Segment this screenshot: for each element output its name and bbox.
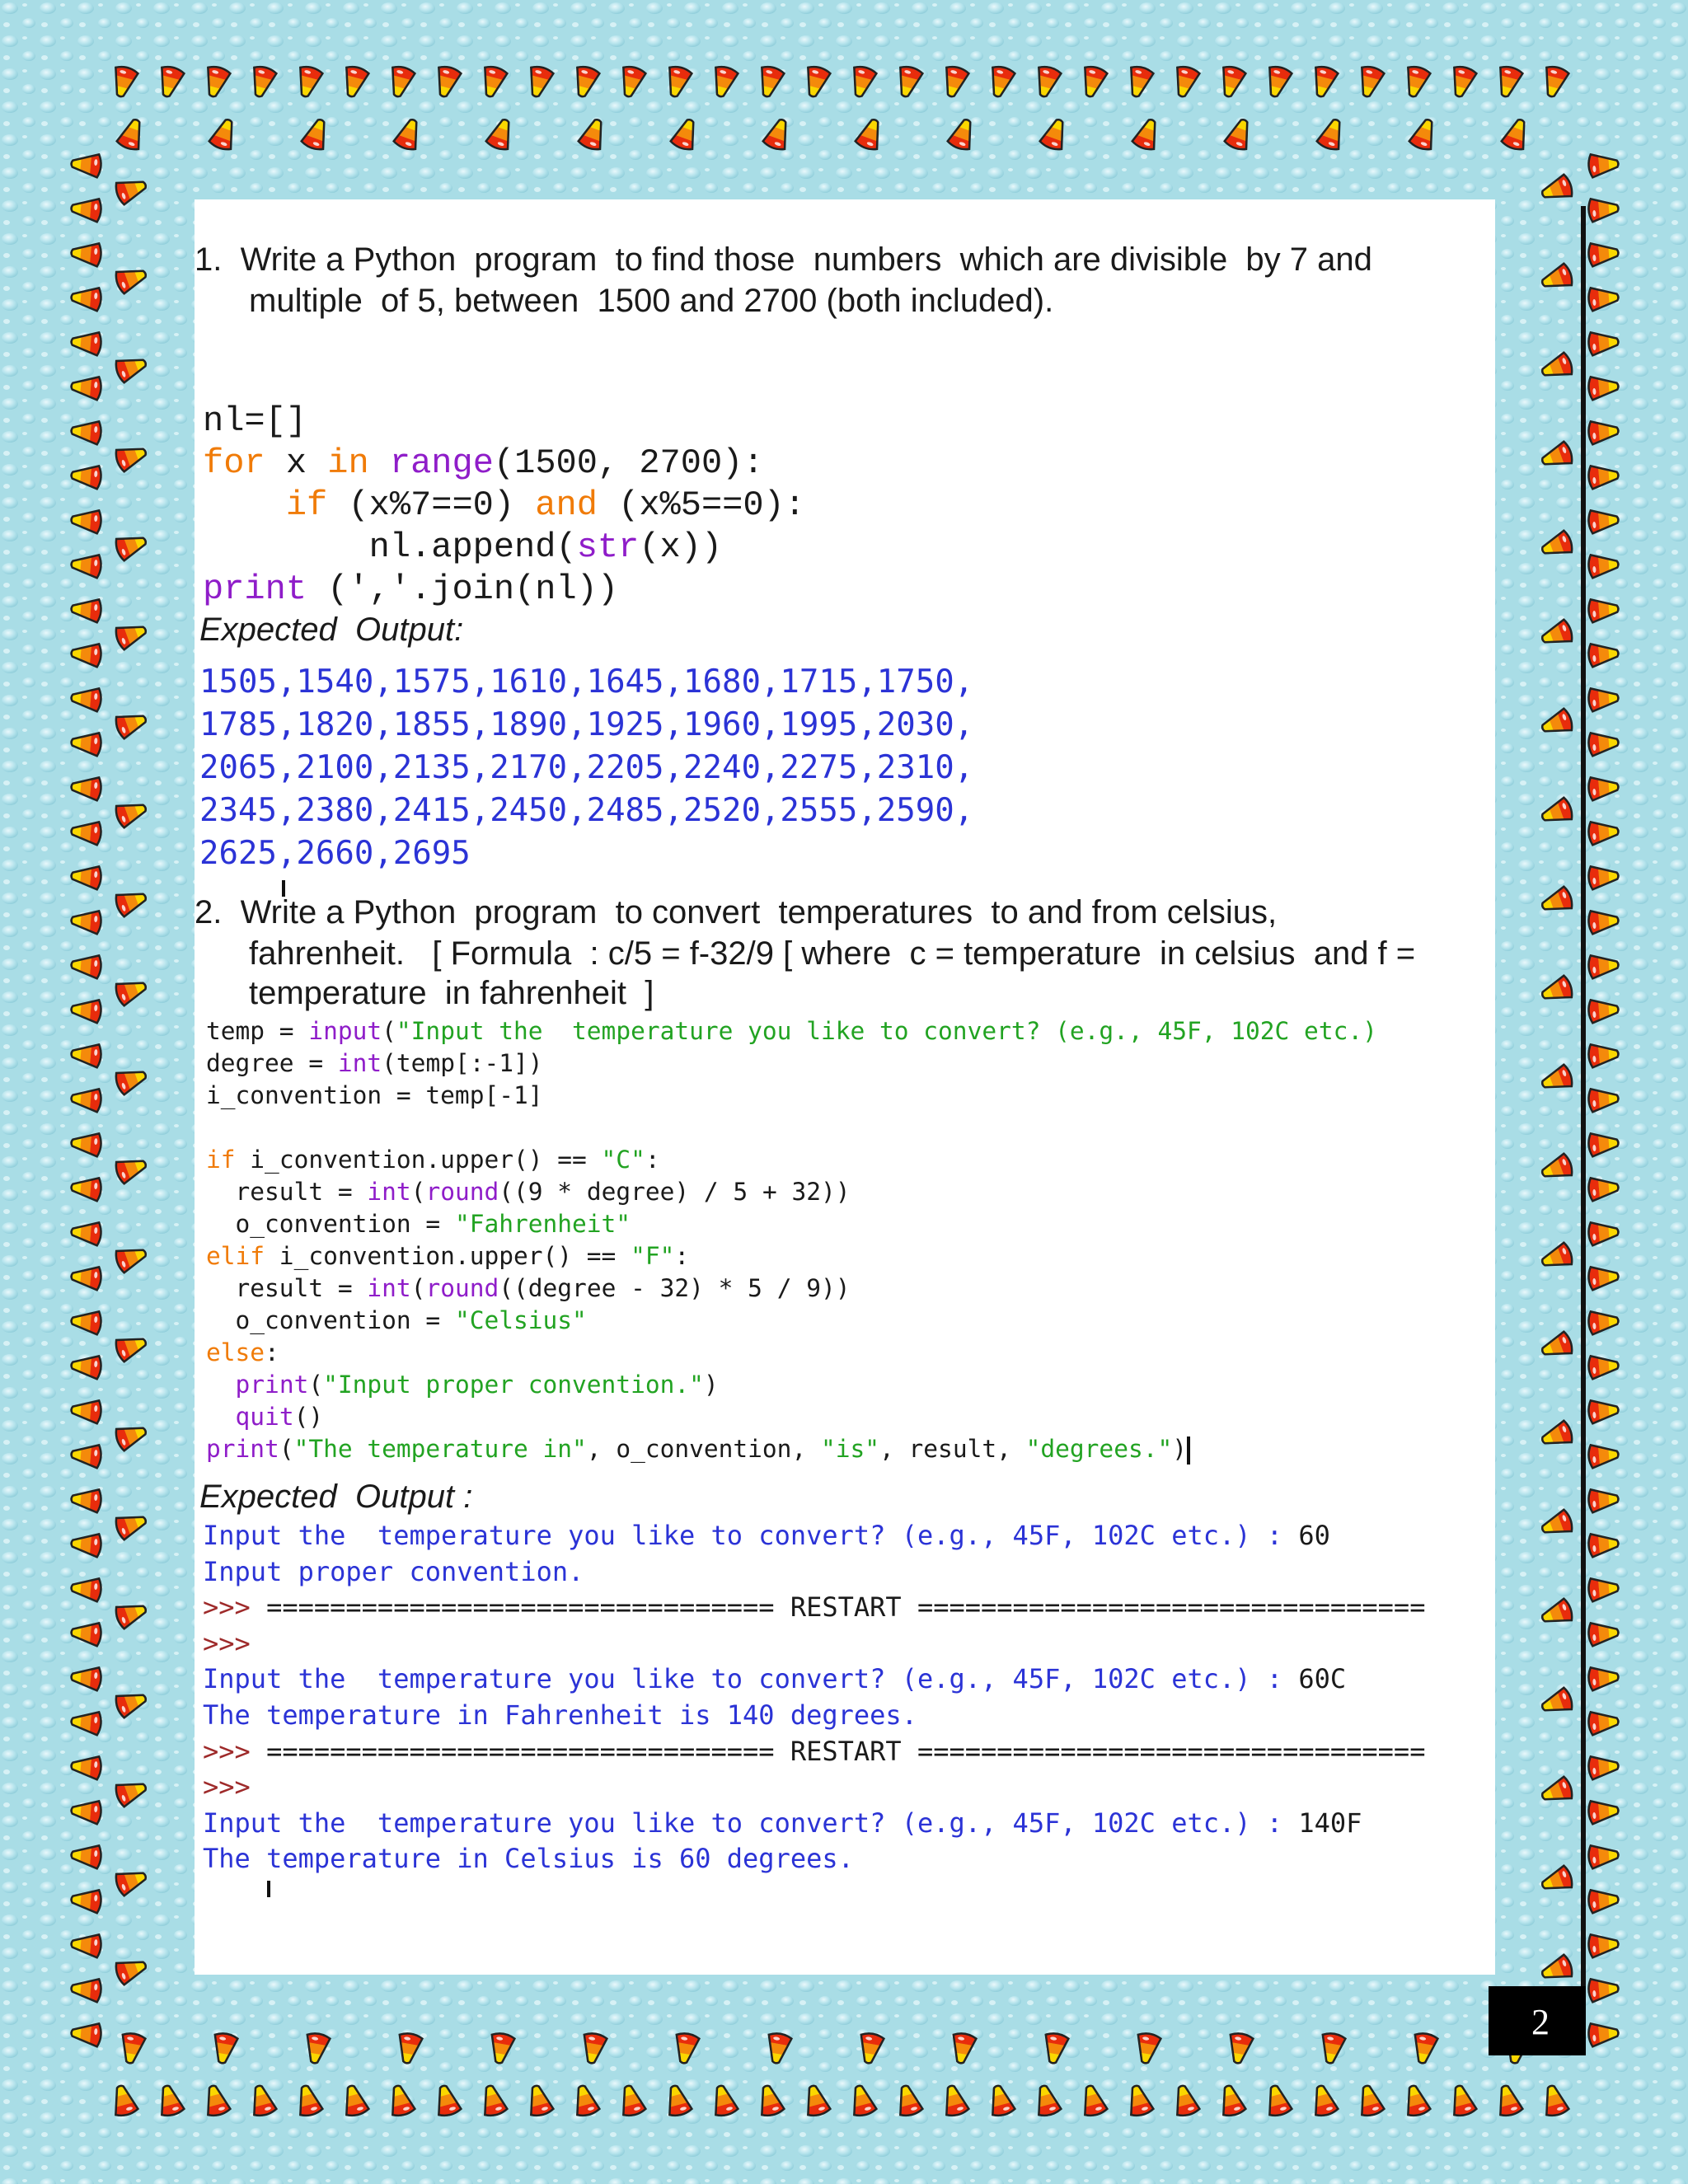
question-2-line-1: 2. Write a Python program to convert temperatures to and from celsius, bbox=[195, 894, 1278, 930]
output2-line: The temperature in Celsius is 60 degrees. bbox=[203, 1843, 854, 1875]
code2-keyword-else: else bbox=[206, 1338, 265, 1366]
code-block-2 bbox=[206, 1015, 1484, 1465]
code2-text: , o_convention, bbox=[586, 1435, 821, 1463]
output2-user-input: 60 bbox=[1298, 1520, 1330, 1551]
code2-text: ( bbox=[410, 1274, 426, 1302]
code2-builtin-int: int bbox=[367, 1178, 411, 1206]
code2-builtin-int: int bbox=[367, 1274, 411, 1302]
code1-keyword-for: for bbox=[203, 443, 265, 483]
code2-keyword-elif: elif bbox=[206, 1242, 265, 1270]
output2-line: Input proper convention. bbox=[203, 1555, 584, 1587]
code2-text: : bbox=[645, 1146, 660, 1174]
page-edge-rule bbox=[1581, 206, 1586, 1986]
expected-output-label-2: Expected Output : bbox=[199, 1479, 473, 1515]
document-page bbox=[195, 199, 1495, 1975]
code2-text: result = bbox=[206, 1274, 368, 1302]
code2-text: degree = bbox=[206, 1049, 338, 1077]
code2-text: ) bbox=[1172, 1435, 1187, 1463]
code2-text: o_convention = bbox=[206, 1306, 455, 1334]
code1-builtin-str: str bbox=[576, 527, 640, 567]
code1-keyword-in: in bbox=[327, 443, 369, 483]
code2-string: "C" bbox=[601, 1146, 645, 1174]
code2-text: ( bbox=[382, 1017, 396, 1045]
code1-text bbox=[369, 443, 390, 483]
code2-builtin-quit: quit bbox=[235, 1403, 294, 1431]
text-cursor bbox=[1187, 1436, 1190, 1465]
output2-prompt: Input the temperature you like to convert? (e.g., 45F, 102C etc.) : bbox=[203, 1807, 1299, 1839]
output2-prompt: Input the temperature you like to convert? (e.g., 45F, 102C etc.) : bbox=[203, 1663, 1299, 1695]
code2-indent bbox=[206, 1371, 236, 1399]
code2-text: o_convention = bbox=[206, 1210, 455, 1238]
question-2-line-2: fahrenheit. [ Formula : c/5 = f-32/9 [ where c = temperature in celsius and f = bbox=[249, 935, 1416, 972]
code2-string: "is" bbox=[820, 1435, 880, 1463]
question-1-line-1: 1. Write a Python program to find those numbers which are divisible by 7 and bbox=[195, 241, 1372, 278]
code2-text: ( bbox=[279, 1435, 294, 1463]
output2-line: The temperature in Fahrenheit is 140 degrees. bbox=[203, 1699, 917, 1731]
code1-text: (x%5==0): bbox=[597, 485, 805, 525]
code2-builtin-print: print bbox=[206, 1435, 279, 1463]
code2-string: "Fahrenheit" bbox=[454, 1210, 631, 1238]
output2-restart-line: ================================ RESTART ================================ bbox=[266, 1591, 1426, 1624]
code2-string: "Celsius" bbox=[454, 1306, 587, 1334]
code1-text: (x%7==0) bbox=[327, 485, 536, 525]
code2-builtin-int: int bbox=[337, 1049, 382, 1077]
output2-shell-prompt: >>> bbox=[203, 1735, 267, 1767]
output1-line: 1785,1820,1855,1890,1925,1960,1995,2030, bbox=[199, 706, 974, 743]
code2-builtin-round: round bbox=[425, 1274, 499, 1302]
code1-text: (1500, 2700): bbox=[493, 443, 764, 483]
code-block-1 bbox=[203, 401, 805, 611]
code2-text: i_convention.upper() == bbox=[265, 1242, 631, 1270]
code1-text: (','.join(nl)) bbox=[307, 569, 619, 609]
code1-text: (x)) bbox=[639, 527, 723, 567]
output1-line: 2625,2660,2695 bbox=[199, 835, 471, 872]
text-caret bbox=[267, 1881, 270, 1897]
code2-text: ( bbox=[308, 1371, 324, 1399]
code2-string: "degrees." bbox=[1025, 1435, 1173, 1463]
code2-string: "F" bbox=[631, 1242, 675, 1270]
code2-text: ( bbox=[410, 1178, 426, 1206]
output2-shell-prompt: >>> bbox=[203, 1627, 251, 1659]
expected-output-label-1: Expected Output: bbox=[199, 612, 464, 648]
code2-text: : bbox=[265, 1338, 279, 1366]
output2-user-input: 60C bbox=[1298, 1663, 1347, 1695]
code2-text: ((degree - 32) * 5 / 9)) bbox=[499, 1274, 851, 1302]
code1-builtin-print: print bbox=[203, 569, 307, 609]
code2-builtin-round: round bbox=[425, 1178, 499, 1206]
code2-keyword-if: if bbox=[206, 1146, 236, 1174]
code2-text: i_convention = temp[-1] bbox=[206, 1081, 543, 1109]
code2-text: ) bbox=[703, 1371, 719, 1399]
code2-string: "Input proper convention." bbox=[323, 1371, 704, 1399]
code1-keyword-and: and bbox=[535, 485, 598, 525]
output2-user-input: 140F bbox=[1298, 1807, 1362, 1839]
code1-text: nl.append( bbox=[203, 527, 577, 567]
output1-line: 2065,2100,2135,2170,2205,2240,2275,2310, bbox=[199, 749, 974, 786]
code1-indent bbox=[203, 485, 286, 525]
output1-line: 2345,2380,2415,2450,2485,2520,2555,2590, bbox=[199, 792, 974, 829]
output1-line: 1505,1540,1575,1610,1645,1680,1715,1750, bbox=[199, 663, 974, 701]
code2-indent bbox=[206, 1403, 236, 1431]
code2-text: temp = bbox=[206, 1017, 309, 1045]
question-2-line-3: temperature in fahrenheit ] bbox=[249, 975, 654, 1011]
output-block-2 bbox=[203, 1518, 1425, 1877]
code2-text: (temp[:-1]) bbox=[382, 1049, 543, 1077]
code2-text: : bbox=[674, 1242, 690, 1270]
code2-string: "Input the temperature you like to convert? (e.g., 45F, 102C etc.) bbox=[396, 1017, 1392, 1045]
output2-prompt: Input the temperature you like to convert? (e.g., 45F, 102C etc.) : bbox=[203, 1520, 1299, 1551]
code2-builtin-input: input bbox=[308, 1017, 382, 1045]
output2-shell-prompt: >>> bbox=[203, 1771, 251, 1803]
code2-text: , result, bbox=[879, 1435, 1026, 1463]
code2-builtin-print: print bbox=[235, 1371, 309, 1399]
code2-text: result = bbox=[206, 1178, 368, 1206]
code2-text: ((9 * degree) / 5 + 32)) bbox=[499, 1178, 851, 1206]
code2-string: "The temperature in" bbox=[293, 1435, 587, 1463]
code1-keyword-if: if bbox=[285, 485, 328, 525]
output2-restart-line: ================================ RESTART ================================ bbox=[266, 1735, 1426, 1767]
page-number: 2 bbox=[1531, 2002, 1550, 2042]
code1-text: x bbox=[265, 443, 328, 483]
output2-shell-prompt: >>> bbox=[203, 1591, 267, 1624]
code2-text: i_convention.upper() == bbox=[235, 1146, 602, 1174]
code1-builtin-range: range bbox=[389, 443, 494, 483]
output-block-1 bbox=[199, 661, 973, 875]
code1-line-1: nl=[] bbox=[203, 401, 307, 441]
code2-text: () bbox=[293, 1403, 324, 1431]
question-1-line-2: multiple of 5, between 1500 and 2700 (both included). bbox=[249, 283, 1054, 319]
